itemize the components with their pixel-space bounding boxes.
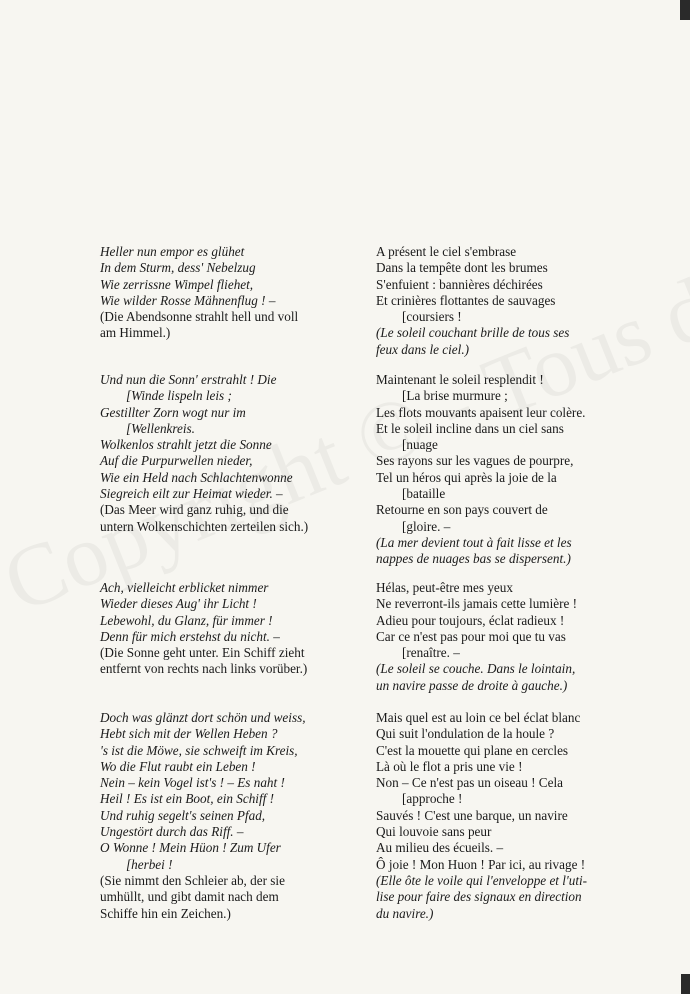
french-verse-line: (Le soleil couchant brille de tous ses <box>376 325 570 341</box>
french-verse-line: [approche ! <box>402 791 463 807</box>
french-verse-line: (Le soleil se couche. Dans le lointain, <box>376 661 576 677</box>
german-verse-line: Schiffe hin ein Zeichen.) <box>100 905 231 921</box>
german-verse-line: Hebt sich mit der Wellen Heben ? <box>100 726 278 742</box>
french-stanza-1 <box>376 244 569 358</box>
french-verse-line: [nuage <box>402 437 438 453</box>
french-verse-line: nappes de nuages bas se dispersent.) <box>376 551 571 567</box>
german-stanza-3 <box>100 580 307 678</box>
french-verse-line: Dans la tempête dont les brumes <box>376 260 548 276</box>
french-verse-line: C'est la mouette qui plane en cercles <box>376 742 569 758</box>
german-verse-line: Auf die Purpurwellen nieder, <box>100 453 253 469</box>
french-verse-line: Mais quel est au loin ce bel éclat blanc <box>376 710 581 725</box>
german-verse-line: untern Wolkenschichten zerteilen sich.) <box>100 518 309 534</box>
french-verse-line: Non – Ce n'est pas un oiseau ! Cela <box>376 775 563 791</box>
french-verse-line: Au milieu des écueils. – <box>376 840 504 856</box>
german-verse-line: Wie zerrissne Wimpel fliehet, <box>100 276 254 292</box>
scan-edge-mark-top <box>680 0 690 20</box>
french-verse-line: Sauvés ! C'est une barque, un navire <box>376 807 568 823</box>
german-stanza-4 <box>100 710 306 922</box>
french-verse-line: Ô joie ! Mon Huon ! Par ici, au rivage ! <box>376 856 586 872</box>
french-verse-line: (Elle ôte le voile qui l'enveloppe et l'uti- <box>376 872 588 888</box>
french-verse-line: [gloire. – <box>402 518 451 534</box>
french-verse-line: Et le soleil incline dans un ciel sans <box>376 420 564 436</box>
german-verse-line: Wieder dieses Aug' ihr Licht ! <box>100 596 257 612</box>
german-verse-line: Und nun die Sonn' erstrahlt ! Die <box>100 372 277 387</box>
german-verse-line: Und ruhig segelt's seinen Pfad, <box>100 807 266 823</box>
german-verse-line: [Wellenkreis. <box>126 420 195 436</box>
german-verse-line: Ungestört durch das Riff. – <box>100 824 244 840</box>
french-verse-line: [La brise murmure ; <box>402 388 508 404</box>
german-verse-line: Ach, vielleicht erblicket nimmer <box>100 580 269 595</box>
french-verse-line: Adieu pour toujours, éclat radieux ! <box>376 612 565 628</box>
french-verse-line: Ne reverront-ils jamais cette lumière ! <box>376 596 578 612</box>
german-verse-line: Doch was glänzt dort schön und weiss, <box>100 710 306 725</box>
scan-edge-mark-bottom <box>681 974 690 994</box>
french-stanza-4 <box>376 710 587 922</box>
french-verse-line: (La mer devient tout à fait lisse et les <box>376 534 572 550</box>
french-verse-line: Car ce n'est pas pour moi que tu vas <box>376 628 566 644</box>
german-verse-line: Wie wilder Rosse Mähnenflug ! – <box>100 292 276 308</box>
german-verse-line: Gestillter Zorn wogt nur im <box>100 404 246 420</box>
german-verse-line: 's ist die Möwe, sie schweift im Kreis, <box>100 742 298 758</box>
french-verse-line: [bataille <box>402 486 446 502</box>
german-stanza-2 <box>100 372 308 535</box>
french-verse-line: lise pour faire des signaux en direction <box>376 889 582 905</box>
german-verse-line: Wolkenlos strahlt jetzt die Sonne <box>100 437 272 453</box>
french-verse-line: [renaître. – <box>402 645 460 661</box>
french-verse-line: Hélas, peut-être mes yeux <box>376 580 513 595</box>
german-verse-line: (Sie nimmt den Schleier ab, der sie <box>100 872 285 888</box>
german-verse-line: am Himmel.) <box>100 325 171 341</box>
french-verse-line: Là où le flot a pris une vie ! <box>376 758 523 774</box>
french-verse-line: Les flots mouvants apaisent leur colère. <box>376 404 586 420</box>
french-verse-line: Maintenant le soleil resplendit ! <box>376 372 544 387</box>
french-stanza-2 <box>376 372 585 568</box>
german-verse-line: [Winde lispeln leis ; <box>126 388 232 404</box>
french-verse-line: Qui louvoie sans peur <box>376 824 492 840</box>
german-verse-line: Nein – kein Vogel ist's ! – Es naht ! <box>100 775 285 791</box>
german-verse-line: [herbei ! <box>126 856 173 872</box>
french-verse-line: Et crinières flottantes de sauvages <box>376 292 556 308</box>
german-verse-line: Wo die Flut raubt ein Leben ! <box>100 758 256 774</box>
french-verse-line: Ses rayons sur les vagues de pourpre, <box>376 453 574 469</box>
german-verse-line: Wie ein Held nach Schlachtenwonne <box>100 469 293 485</box>
french-stanza-3 <box>376 580 577 694</box>
german-verse-line: Denn für mich erstehst du nicht. – <box>100 628 280 644</box>
french-verse-line: Qui suit l'ondulation de la houle ? <box>376 726 555 742</box>
french-verse-line: [coursiers ! <box>402 309 462 325</box>
french-verse-line: S'enfuient : bannières déchirées <box>376 276 543 292</box>
german-verse-line: Heller nun empor es glühet <box>100 244 245 259</box>
french-verse-line: Retourne en son pays couvert de <box>376 502 548 518</box>
german-verse-line: (Die Abendsonne strahlt hell und voll <box>100 309 299 325</box>
german-verse-line: Lebewohl, du Glanz, für immer ! <box>100 612 273 628</box>
french-verse-line: A présent le ciel s'embrase <box>376 244 517 259</box>
french-verse-line: Tel un héros qui après la joie de la <box>376 469 557 485</box>
french-verse-line: un navire passe de droite à gauche.) <box>376 677 568 693</box>
copyright-watermark <box>0 83 690 634</box>
german-verse-line: Heil ! Es ist ein Boot, ein Schiff ! <box>100 791 274 807</box>
french-verse-line: feux dans le ciel.) <box>376 341 470 357</box>
german-verse-line: umhüllt, und gibt damit nach dem <box>100 889 279 905</box>
german-verse-line: In dem Sturm, dess' Nebelzug <box>100 260 256 276</box>
german-verse-line: Siegreich eilt zur Heimat wieder. – <box>100 486 283 502</box>
french-verse-line: du navire.) <box>376 905 434 921</box>
german-verse-line: entfernt von rechts nach links vorüber.) <box>100 661 308 677</box>
german-verse-line: O Wonne ! Mein Hüon ! Zum Ufer <box>100 840 281 856</box>
german-stanza-1 <box>100 244 298 342</box>
german-verse-line: (Das Meer wird ganz ruhig, und die <box>100 502 289 518</box>
german-verse-line: (Die Sonne geht unter. Ein Schiff zieht <box>100 645 305 661</box>
